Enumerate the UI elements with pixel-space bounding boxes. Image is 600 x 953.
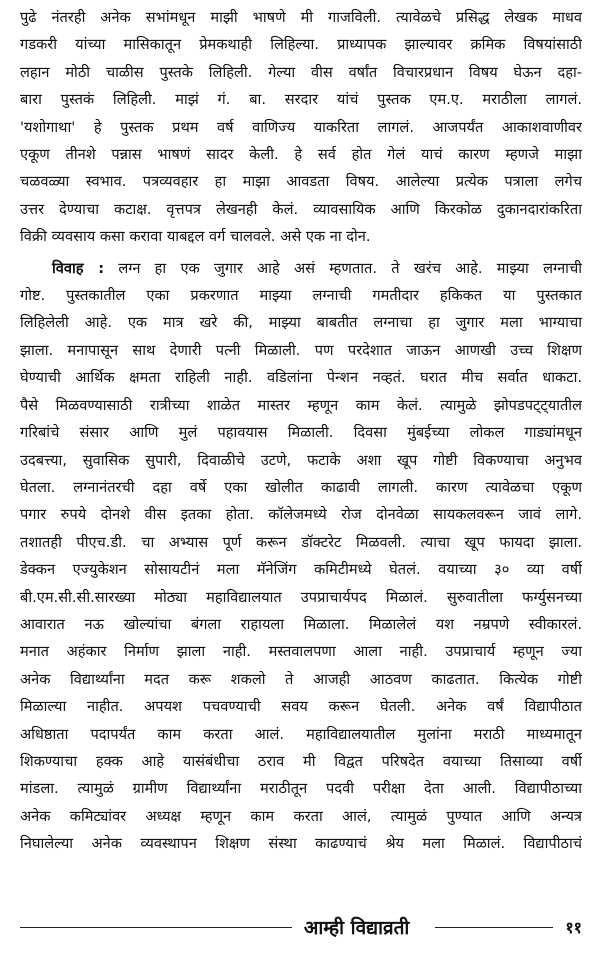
- text-line: चळवळ्या स्वभाव. पत्रव्यवहार हा माझा आवडता विषय. आलेल्या प्रत्येक पत्राला लगेच: [20, 173, 582, 191]
- paragraph-2: [20, 255, 582, 858]
- text-line: उदबत्त्या, सुवासिक सुपारी, दिवाळीचे उटणे, फटाके अशा खूप गोष्टी विकण्याचा अनुभव: [20, 451, 582, 469]
- text-line: आवारात नऊ खोल्यांचा बंगला राहायला मिळाला. मिळालेलं यश नम्रपणे स्वीकारलं.: [20, 615, 582, 633]
- text-line: लहान मोठी चाळीस पुस्तके लिहिली. गेल्या वीस वर्षांत विचारप्रधान विषय घेऊन दहा-: [20, 63, 582, 81]
- text-line: पुढे नंतरही अनेक सभांमधून माझी भाषणे मी गाजविली. त्यावेळचे प्रसिद्ध लेखक माधव: [20, 9, 582, 26]
- text-line: 'यशोगाथा' हे पुस्तक प्रथम वर्ष वाणिज्य याकरिता लागलं. आजपर्यंत आकाशवाणीवर: [20, 118, 582, 136]
- text-line: गरिबांचे संसार आणि मुलं पहावयास मिळाली. दिवसा मुंबईच्या लोकल गाड्यांमधून: [20, 424, 582, 442]
- text-line: मांडला. त्यामुळं ग्रामीण विद्यार्थ्यांना मराठीतून पदवी परीक्षा देता आली. विद्यापीठाच्या: [20, 780, 582, 798]
- footer-rule-left: [20, 927, 292, 928]
- page-number: ११: [565, 918, 582, 937]
- text-line: गोष्ट. पुस्तकातील एका प्रकरणात माझ्या लग्नाची गमतीदार हकिकत या पुस्तकात: [20, 287, 582, 305]
- text-line: मिळाल्या नाहीत. अपयश पचवण्याची सवय करून घेतली. अनेक वर्षं विद्यापीठात: [20, 698, 582, 716]
- section-lead-heading: विवाह :: [52, 259, 105, 277]
- text-line: घेतला. लग्नानंतरची दहा वर्षे एका खोलीत काढावी लागली. कारण त्यावेळचा एकूण: [20, 478, 582, 496]
- footer-rule-right: [435, 927, 553, 928]
- paragraph-1: [20, 4, 582, 251]
- text-line: अनेक विद्यार्थ्यांना मदत करू शकलो ते आजही आठवण काढतात. कित्येक गोष्टी: [20, 670, 582, 688]
- text-line: निघालेल्या अनेक व्यवस्थापन शिक्षण संस्था काढण्याचं श्रेय मला मिळालं. विद्यापीठाचं: [20, 835, 582, 853]
- running-title: आम्ही विद्याव्रती: [303, 917, 410, 939]
- text-line: पगार रुपये दोनशे वीस इतका होता. कॉलेजमध्ये रोज दोनवेळा सायकलवरून जावं लागे.: [20, 506, 582, 524]
- text-line: पैसे मिळवण्यासाठी रात्रीच्या शाळेत मास्तर म्हणून काम केलं. त्यामुळे झोपडपट्ट्यातील: [20, 396, 582, 414]
- text-line-last: विक्री व्यवसाय कसा करावा याबद्दल वर्ग चालवले. असे एक ना दोन.: [20, 228, 371, 246]
- text-line: अधिष्ठाता पदापर्यंत काम करता आलं. महाविद्यालयातील मुलांना मराठी माध्यमातून: [20, 725, 582, 743]
- text-line: लिहिलेली आहे. एक मात्र खरे की, माझ्या बाबतीत लग्नाचा हा जुगार मला भाग्याचा: [20, 314, 582, 332]
- text-line: एकूण तीनशे पन्नास भाषणं सादर केली. हे सर्व होत गेलं याचं कारण म्हणजे माझा: [20, 146, 582, 164]
- text-line: झाला. मनापासून साथ देणारी पत्नी मिळाली. पण परदेशात जाऊन आणखी उच्च शिक्षण: [20, 341, 582, 359]
- text-line: डेक्कन एज्युकेशन सोसायटीनं मला मॅनेजिंग कमिटीमध्ये घेतलं. वयाच्या ३० व्या वर्षी: [20, 561, 582, 579]
- text-line: घेण्याची आर्थिक क्षमता राहिली नाही. वडिलांना पेन्शन नव्हतं. घरात मीच सर्वात धाकटा.: [20, 369, 582, 387]
- text-line: उत्तर देण्याचा कटाक्ष. वृत्तपत्र लेखनही केलं. व्यावसायिक आणि किरकोळ दुकानदारांकरिता: [20, 200, 582, 218]
- text-line: मनात अहंकार निर्माण झाला नाही. मस्तवालपणा आला नाही. उपप्राचार्य म्हणून ज्या: [20, 643, 582, 661]
- text-line: बी.एम.सी.सी.सारख्या मोठ्या महाविद्यालयात उपप्राचार्यपद मिळालं. सुरुवातीला फर्ग्युसनच्या: [20, 588, 582, 606]
- body-text: [20, 4, 582, 858]
- text-line: तशातही पीएच.डी. चा अभ्यास पूर्ण करून डॉक्टरेट मिळवली. त्याचा खूप फायदा झाला.: [20, 533, 582, 551]
- first-line-text: लग्न हा एक जुगार आहे असं म्हणतात. ते खरंच आहे. माझ्या लग्नाची: [104, 259, 582, 277]
- text-line: अनेक कमिट्यांवर अध्यक्ष म्हणून काम करता आलं, त्यामुळं पुण्यात आणि अन्यत्र: [20, 807, 582, 825]
- page-footer: [20, 912, 582, 942]
- text-line: शिकण्याचा हक्क आहे यासंबंधीचा ठराव मी विद्वत परिषदेत वयाच्या तिसाव्या वर्षी: [20, 752, 582, 770]
- text-line: गडकरी यांच्या मासिकातून प्रेमकथाही लिहिल्या. प्राध्यापक झाल्यावर क्रमिक विषयांसाठी: [20, 36, 582, 54]
- text-line: बारा पुस्तकं लिहिली. माझं गं. बा. सरदार यांचं पुस्तक एम.ए. मराठीला लागलं.: [20, 91, 582, 109]
- text-line-first: [20, 255, 582, 282]
